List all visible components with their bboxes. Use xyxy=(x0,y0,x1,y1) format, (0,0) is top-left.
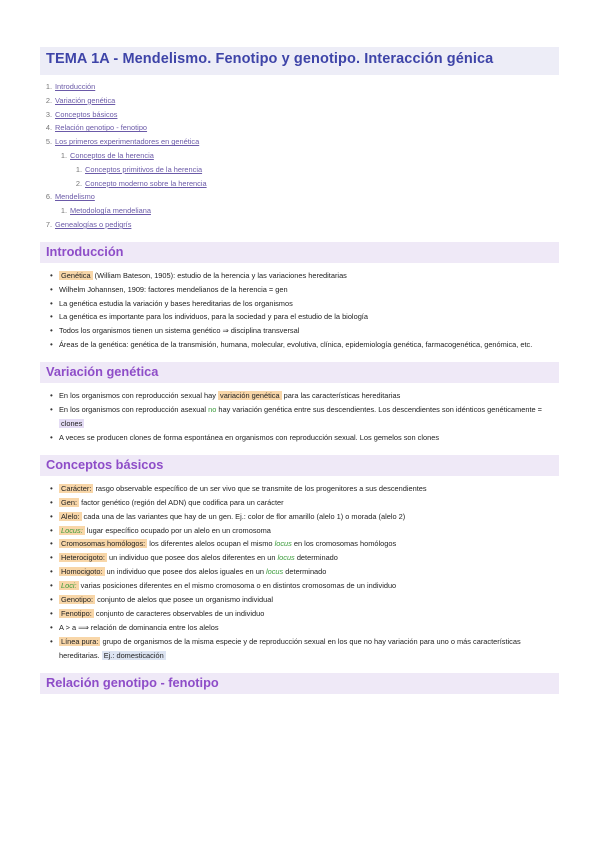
list-item xyxy=(50,482,559,496)
italic-term: locus xyxy=(277,553,295,563)
variacion-list xyxy=(40,389,559,445)
item-text: grupo de organismos de la misma especie y de reproducción sexual en los que no hay variación para uno o más características hereditarias. xyxy=(59,636,521,660)
toc-number: 5. xyxy=(45,137,52,147)
item-text: lugar específico ocupado por un alelo en un cromosoma xyxy=(84,525,271,535)
item-text: rasgo observable específico de un ser vivo que se transmite de los progenitores a sus descendientes xyxy=(93,483,427,493)
highlight-term: Fenotipo: xyxy=(61,608,92,618)
highlight-term: Homocigoto: xyxy=(61,567,103,577)
list-item xyxy=(50,269,559,283)
toc-number: 6. xyxy=(45,192,52,202)
item-text: determinado xyxy=(283,567,327,577)
section-title: Introducción xyxy=(46,243,124,259)
highlight-term: Cromosomas homólogos: xyxy=(61,539,146,549)
toc-item[interactable] xyxy=(40,108,559,122)
list-item xyxy=(50,403,559,431)
item-text: en los cromosomas homólogos xyxy=(291,539,397,549)
page-title: TEMA 1A - Mendelismo. Fenotipo y genotipo. Interacción génica xyxy=(46,51,494,67)
list-item xyxy=(50,510,559,524)
item-text: En los organismos con reproducción sexual hay xyxy=(59,391,218,401)
highlight-term: Heterocigoto: xyxy=(61,553,105,563)
highlight-term: Alelo: xyxy=(61,511,80,521)
toc-number: 1. xyxy=(60,150,67,160)
toc-link[interactable]: Introducción xyxy=(55,82,96,91)
toc-number: 1. xyxy=(45,82,52,91)
list-item xyxy=(50,579,559,593)
list-item: • A > a ⟹ relación de dominancia entre los alelos xyxy=(50,621,559,635)
toc-item[interactable] xyxy=(40,218,559,232)
toc-link[interactable]: Conceptos básicos xyxy=(55,109,118,119)
highlight-term: Línea pura: xyxy=(61,636,99,646)
highlight-term: Genética xyxy=(61,270,91,280)
toc-link[interactable]: Metodología mendeliana xyxy=(70,206,151,216)
toc-link[interactable]: Conceptos primitivos de la herencia xyxy=(85,164,203,174)
highlight-term: Locus: xyxy=(61,525,83,535)
list-item xyxy=(50,593,559,607)
item-text: para las características hereditarias xyxy=(281,391,401,401)
section-title: Variación genética xyxy=(46,364,159,380)
list-item xyxy=(50,635,559,663)
italic-term: locus xyxy=(265,567,284,577)
list-item xyxy=(50,607,559,621)
highlight-term: Genotipo: xyxy=(61,595,94,605)
example-tag: Ej.: domesticación xyxy=(103,650,164,660)
toc-number: 2. xyxy=(45,95,52,105)
toc-number: 2. xyxy=(75,178,82,188)
list-item: • La genética es importante para los individuos, para la sociedad y para el estudio de la biología xyxy=(50,310,559,324)
toc-item[interactable] xyxy=(40,121,559,135)
section-title: Conceptos básicos xyxy=(46,456,164,472)
toc-link[interactable]: Genealogías o pedigrís xyxy=(55,219,132,229)
section-title: Relación genotipo - fenotipo xyxy=(46,674,219,690)
list-item: • Wilhelm Johannsen, 1909: factores mendelianos de la herencia = gen xyxy=(50,283,559,297)
toc-subitem[interactable] xyxy=(40,149,559,163)
toc-number: 7. xyxy=(45,219,52,229)
toc-number: 1. xyxy=(60,206,67,216)
toc-number: 1. xyxy=(75,164,82,174)
toc-link[interactable]: Variación genética xyxy=(55,95,116,105)
toc-number: 4. xyxy=(45,123,52,133)
highlight-term: variación genética xyxy=(220,391,280,401)
emphasis-no: no xyxy=(208,405,217,415)
introduccion-list xyxy=(40,269,559,352)
italic-term: locus xyxy=(274,539,292,549)
toc-link[interactable]: Concepto moderno sobre la herencia xyxy=(85,178,207,188)
item-text: (William Bateson, 1905): estudio de la herencia y las variaciones hereditarias xyxy=(92,270,347,280)
document-page xyxy=(40,47,559,694)
toc-link[interactable]: Conceptos de la herencia xyxy=(70,150,154,160)
toc-item[interactable] xyxy=(40,190,559,204)
item-text: determinado xyxy=(294,553,338,563)
toc-link[interactable]: Los primeros experimentadores en genética xyxy=(55,137,200,147)
list-item xyxy=(50,537,559,551)
table-of-contents xyxy=(40,80,559,232)
list-item: • A veces se producen clones de forma espontánea en organismos con reproducción sexual. Los gemelos son clones xyxy=(50,431,559,445)
highlight-term: Gen: xyxy=(61,497,78,507)
list-item xyxy=(50,551,559,565)
title-bar xyxy=(40,47,559,75)
list-item: • Áreas de la genética: genética de la transmisión, humana, molecular, evolutiva, clínica, epidemiología genética, farmacogenética, genómica, etc. xyxy=(50,338,559,352)
item-text: conjunto de alelos que posee un organismo individual xyxy=(95,595,273,605)
list-item: • Todos los organismos tienen un sistema genético ⇒ disciplina transversal xyxy=(50,324,559,338)
toc-item[interactable] xyxy=(40,135,559,149)
list-item xyxy=(50,524,559,538)
toc-number: 3. xyxy=(45,109,52,119)
toc-subitem[interactable] xyxy=(40,204,559,218)
section-header-introduccion xyxy=(40,242,559,263)
highlight-term: clones xyxy=(61,419,83,429)
item-text: un individuo que posee dos alelos iguales en un xyxy=(104,567,266,577)
list-item xyxy=(50,389,559,403)
item-text: un individuo que posee dos alelos diferentes en un xyxy=(106,553,278,563)
conceptos-list xyxy=(40,482,559,663)
section-header-conceptos xyxy=(40,455,559,476)
item-text: cada una de las variantes que hay de un gen. Ej.: color de flor amarillo (alelo 1) o morada (alelo 2) xyxy=(81,511,406,521)
highlight-term: Loci: xyxy=(61,581,77,591)
toc-item[interactable] xyxy=(40,80,559,94)
toc-item[interactable] xyxy=(40,94,559,108)
highlight-term: Carácter: xyxy=(61,483,92,493)
toc-link[interactable]: Mendelismo xyxy=(55,192,95,202)
item-text: En los organismos con reproducción asexual xyxy=(59,405,209,415)
list-item: • La genética estudia la variación y bases hereditarias de los organismos xyxy=(50,297,559,311)
section-header-variacion xyxy=(40,362,559,383)
toc-link[interactable]: Relación genotipo - fenotipo xyxy=(55,123,148,133)
item-text: factor genético (región del ADN) que codifica para un carácter xyxy=(79,497,284,507)
item-text: conjunto de caracteres observables de un individuo xyxy=(93,608,265,618)
item-text: los diferentes alelos ocupan el mismo xyxy=(147,539,275,549)
item-text: hay variación genética entre sus descendientes. Los descendientes son idénticos genéticamente = xyxy=(216,405,542,415)
toc-subitem[interactable] xyxy=(40,163,559,177)
list-item xyxy=(50,496,559,510)
item-text: varias posiciones diferentes en el mismo cromosoma o en distintos cromosomas de un individuo xyxy=(78,581,397,591)
toc-subitem[interactable] xyxy=(40,177,559,191)
section-header-relacion xyxy=(40,673,559,694)
list-item xyxy=(50,565,559,579)
